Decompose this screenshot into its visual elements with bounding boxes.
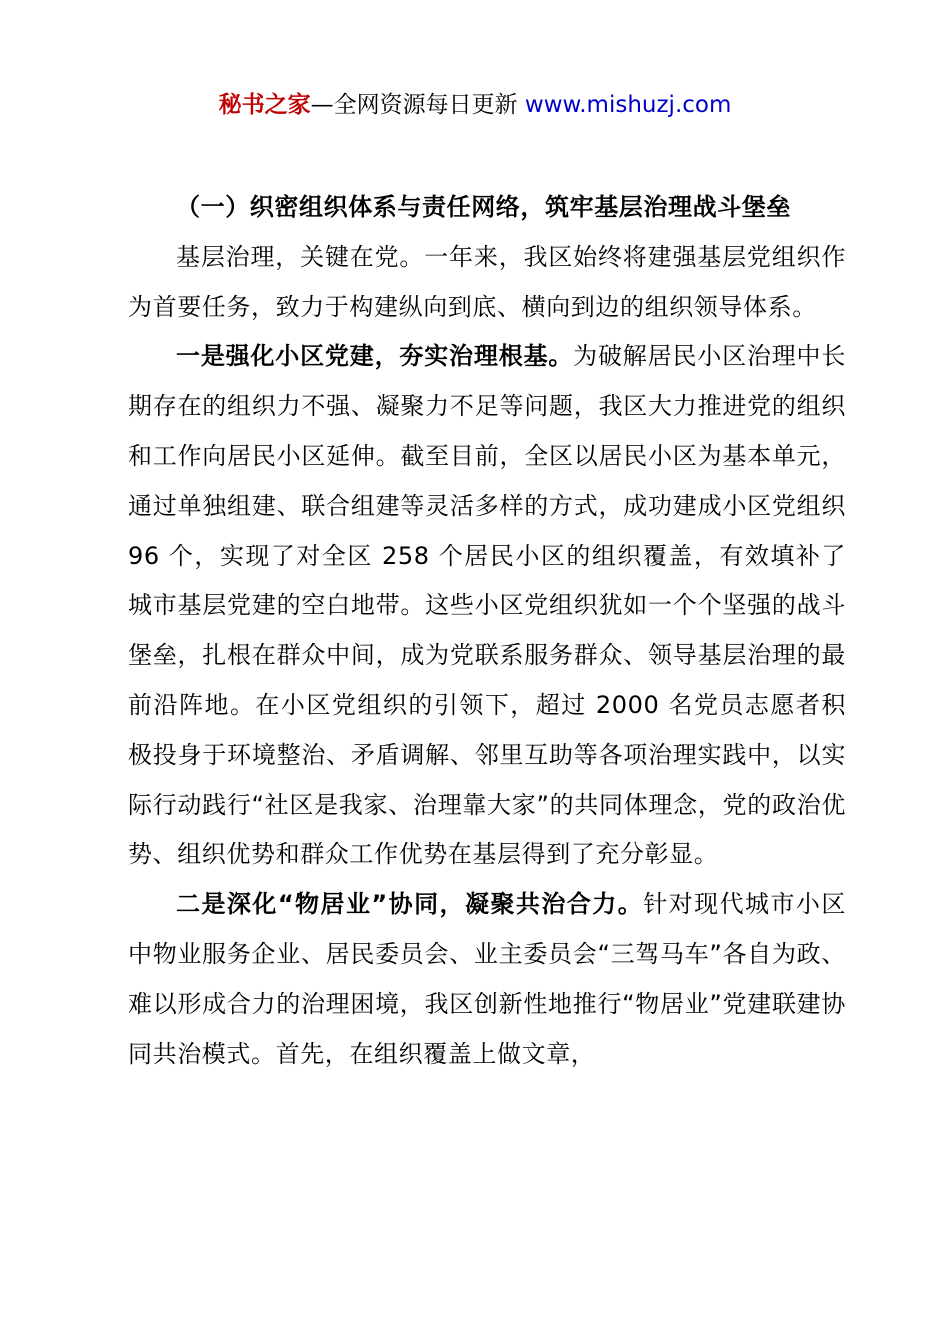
brand-name: 秘书之家	[218, 92, 311, 118]
paragraph-lead: 一是强化小区党建，夯实治理根基。	[176, 342, 574, 371]
site-header	[0, 88, 950, 122]
document-body	[128, 183, 846, 1079]
paragraph-text: 针对现代城市小区中物业服务企业、居民委员会、业主委员会“三驾马车”各自为政、难以形成合力的治理困境，我区创新性地推行“物居业”党建联建协同共治模式。首先，在组织覆盖上做文章，	[128, 890, 846, 1068]
paragraph-point-one	[128, 332, 846, 880]
header-tagline: —全网资源每日更新	[310, 92, 518, 118]
section-heading: （一）织密组织体系与责任网络，筑牢基层治理战斗堡垒	[176, 193, 791, 221]
paragraph-lead: 二是深化“物居业”协同，凝聚共治合力。	[176, 890, 644, 919]
paragraph-text: 基层治理，关键在党。一年来，我区始终将建强基层党组织作为首要任务，致力于构建纵向到底、横向到边的组织领导体系。	[128, 242, 846, 321]
paragraph-intro	[128, 233, 846, 333]
site-url-link[interactable]: www.mishuzj.com	[524, 92, 732, 118]
paragraph-text: 为破解居民小区治理中长期存在的组织力不强、凝聚力不足等问题，我区大力推进党的组织和工作向居民小区延伸。截至目前，全区以居民小区为基本单元，通过单独组建、联合组建等灵活多样的方式，成功建成小区党组织 96 个，实现了对全区 258 个居民小区的组织覆盖，有效填补了城市基层党建的空白地带。这些小区党组织犹如一个个坚强的战斗堡垒，扎根在群众中间，成为党联系服务群众、领导基层治理的最前沿阵地。在小区党组织的引领下，超过 2000 名党员志愿者积极投身于环境整治、矛盾调解、邻里互助等各项治理实践中，以实际行动践行“社区是我家、治理靠大家”的共同体理念，党的政治优势、组织优势和群众工作优势在基层得到了充分彰显。	[128, 342, 846, 869]
paragraph-point-two	[128, 880, 846, 1079]
